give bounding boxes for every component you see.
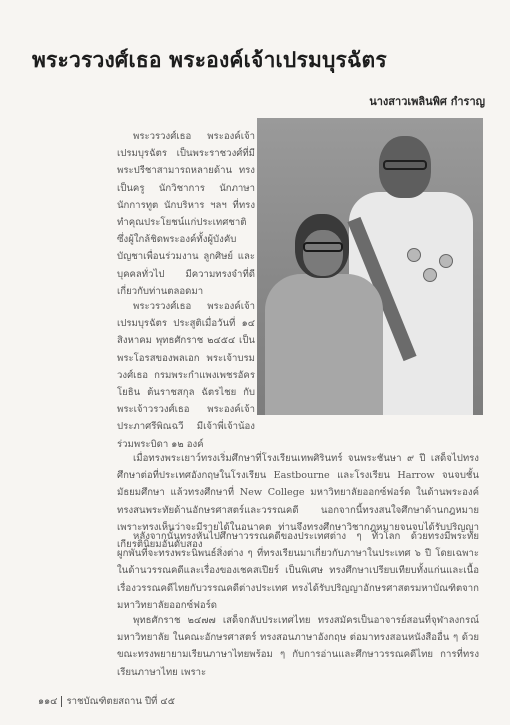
medal-icon [439,254,453,268]
glasses-icon [383,160,427,170]
paragraph-1: พระวรวงศ์เธอ พระองค์เจ้าเปรมบุรฉัตร เป็นพระราชวงศ์ที่มีพระปรีชาสามารถหลายด้าน ทรงเป็นครู นักวิชาการ นักภาษา นักการทูต นักบริหาร ฯลฯ ที่ทรงทำคุณประโยชน์แก่ประเทศชาติซึ่งผู้ใกล้ชิดพระองค์ทั้งผู้บังคับบัญชาเพื่อนร่วมงาน ลูกศิษย์ และบุคคลทั่วไป มีความทรงจำที่ดีเกี่ยวกับท่านตลอดมา [117,131,255,297]
medal-icon [423,268,437,282]
paragraph-3: เมื่อทรงพระเยาว์ทรงเริ่มศึกษาที่โรงเรียนเทพศิรินทร์ จนพระชันษา ๙ ปี เสด็จไปทรงศึกษาต่อที่ประเทศอังกฤษในโรงเรียน Eastbourne และโรงเรียน Harrow จนจบชั้นมัธยมศึกษา แล้วทรงศึกษาที่ New College มหาวิทยาลัยออกซ์ฟอร์ด ในด้านพระองค์ทรงสนพระทัยด้านอักษรศาสตร์และวรรณคดี นอกจากนี้ทรงสนใจศึกษาด้านกฎหมาย เพราะทรงเห็นว่าจะมีรายได้ในอนาคต ท่านจึงทรงศึกษาวิชากฎหมายจนจบได้รับปริญญาเกียรตินิยมอันดับสอง [117,453,479,551]
page-footer [38,694,480,709]
paragraph-4: หลังจากนั้นทรงหันไปศึกษาวรรณคดีของประเทศต่าง ๆ ทั่วโลก ด้วยทรงมีพระทัยผูกพันที่จะทรงพระนิพนธ์สิ่งต่าง ๆ ที่ทรงเรียนมาเกี่ยวกับภาษาในประเทศ ๖ ปี โดยเฉพาะในด้านวรรณคดีและเรื่องของเชคสเปียร์ เป็นพิเศษ ทรงศึกษาเปรียบเทียบทั้งแก่นและเนื้อเรื่องวรรณคดีไทยกับวรรณคดีต่างประเทศ ทรงได้รับปริญญาอักษรศาสตรมหาบัณฑิตจากมหาวิทยาลัยออกซ์ฟอร์ด [117,531,479,611]
article-title: พระวรวงศ์เธอ พระองค์เจ้าเปรมบุรฉัตร [32,48,387,72]
portrait-photo-icon [257,118,483,415]
journal-name: ราชบัณฑิตยสถาน ปีที่ ๔๕ [66,696,175,707]
photo-figure-woman [265,274,383,415]
paragraph-2: พระวรวงศ์เธอ พระองค์เจ้าเปรมบุรฉัตร ประสูติเมื่อวันที่ ๑๔ สิงหาคม พุทธศักราช ๒๔๕๔ เป็นพระโอรสของพลเอก พระเจ้าบรมวงศ์เธอ กรมพระกำแพงเพชรอัครโยธิน ต้นราชสกุล ฉัตรไชย กับพระเจ้าวรวงศ์เธอ พระองค์เจ้าประภาศรีพิณฉวี มีเจ้าพี่เจ้าน้องร่วมพระบิดา ๑๒ องค์ [117,301,255,450]
photo-woman-face [303,230,343,276]
article-author: นางสาวเพลินพิศ กำราญ [369,95,485,108]
page-number: ๑๑๔ [38,696,58,707]
glasses-icon [303,242,343,252]
medal-icon [407,248,421,262]
paragraph-5: พุทธศักราช ๒๔๗๗ เสด็จกลับประเทศไทย ทรงสมัครเป็นอาจารย์สอนที่จุฬาลงกรณ์มหาวิทยาลัย ในคณะอักษรศาสตร์ ทรงสอนภาษาอังกฤษ ต่อมาทรงสอนหนังสืออื่น ๆ ด้วย ขณะทรงพยายามเรียนภาษาไทยพร้อม ๆ กับการอ่านและศึกษาวรรณคดีไทย การที่ทรงเรียนภาษาไทย เพราะ [117,615,479,678]
footer-divider [61,696,62,707]
